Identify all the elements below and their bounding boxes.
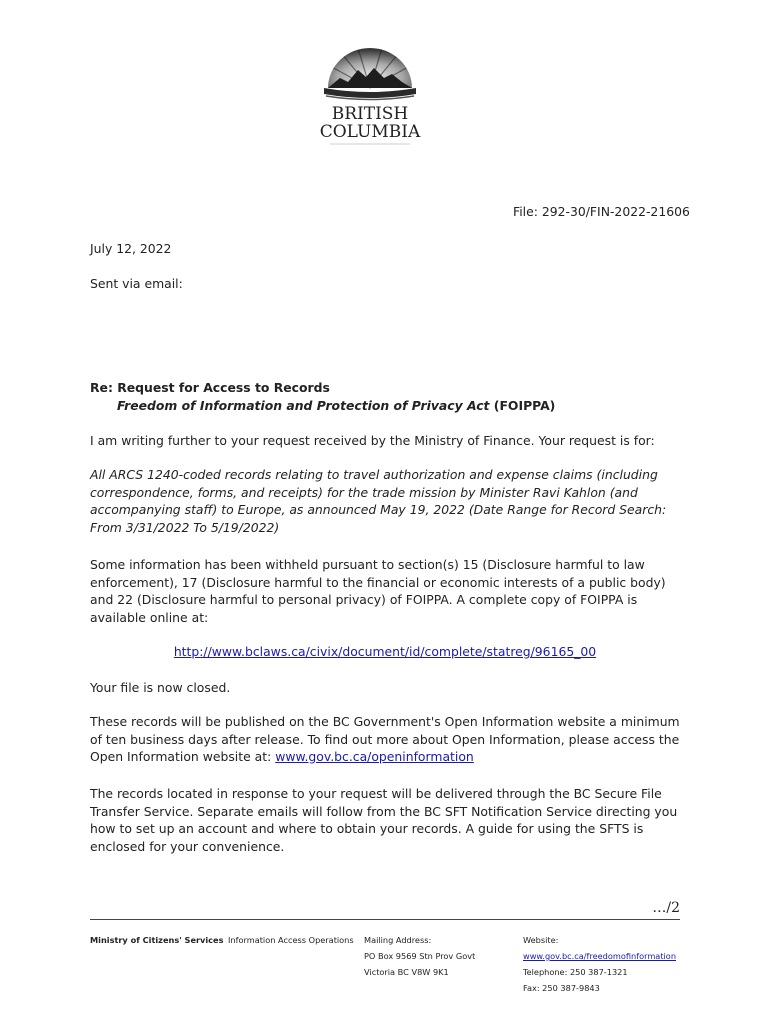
publish-paragraph [90,713,680,766]
foippa-link-line [0,643,770,661]
subject-line: Re: Request for Access to Records [90,380,330,395]
withheld-paragraph: Some information has been withheld pursuant to section(s) 15 (Disclosure harmful to law enforcement), 17 (Disclosure harmful to the financial or economic interests of a public body) and 22 (Disclosure harmful to personal privacy) of FOIPPA. A complete copy of FOIPPA is available online at: [90,557,666,625]
act-name: Freedom of Information and Protection of Privacy Act [117,398,490,413]
mailing-line2: Victoria BC V8W 9K1 [364,967,449,977]
letter-date: July 12, 2022 [90,241,172,256]
act-abbrev: (FOIPPA) [489,398,556,413]
subject-block [90,379,555,415]
website-label: Website: [523,935,559,945]
telephone: Telephone: 250 387-1321 [523,967,628,977]
mailing-line1: PO Box 9569 Stn Prov Govt [364,951,476,961]
act-line [90,397,555,415]
page-continuation: …/2 [652,900,680,916]
intro-paragraph: I am writing further to your request received by the Ministry of Finance. Your request is for: [90,433,655,448]
records-paragraph: The records located in response to your request will be delivered through the BC Secure File Transfer Service. Separate emails will follow from the BC SFT Notification Service directing you how to set up an account and where to obtain your records. A guide for using the SFTS is enclosed for your convenience. [90,786,678,854]
footer-ministry: Ministry of Citizens' Services [90,935,224,945]
sent-via-line: Sent via email: [90,276,183,291]
website-link[interactable]: www.gov.bc.ca/freedomofinformation [523,951,677,961]
open-information-link[interactable]: www.gov.bc.ca/openinformation [275,749,474,764]
footer-contact [523,932,676,996]
publish-text: These records will be published on the BC Government's Open Information website a minimum of ten business days after release. To find out more about Open Information, please access the Open Information website at: [90,714,680,764]
fax: Fax: 250 387-9843 [523,983,600,993]
mailing-label: Mailing Address: [364,935,432,945]
logo-line2: COLUMBIA [319,122,421,142]
footer-divider [90,919,680,920]
request-description: All ARCS 1240-coded records relating to travel authorization and expense claims (including correspondence, forms, and receipts) for the trade mission by Minister Ravi Kahlon (and accompanying staff) to Europe, as announced May 19, 2022 (Date Range for Record Search: From 3/31/2022 To 5/19/2022) [90,467,667,535]
foippa-link[interactable]: http://www.bclaws.ca/civix/document/id/complete/statreg/96165_00 [173,644,597,659]
bc-sun-mountain-icon [300,44,440,146]
logo-line1: BRITISH [331,104,409,124]
closed-paragraph: Your file is now closed. [90,680,231,695]
file-reference: File: 292-30/FIN-2022-21606 [513,204,690,219]
bc-government-logo [300,44,440,146]
footer-mailing-address [364,932,475,980]
footer-branch: Information Access Operations [228,935,354,945]
